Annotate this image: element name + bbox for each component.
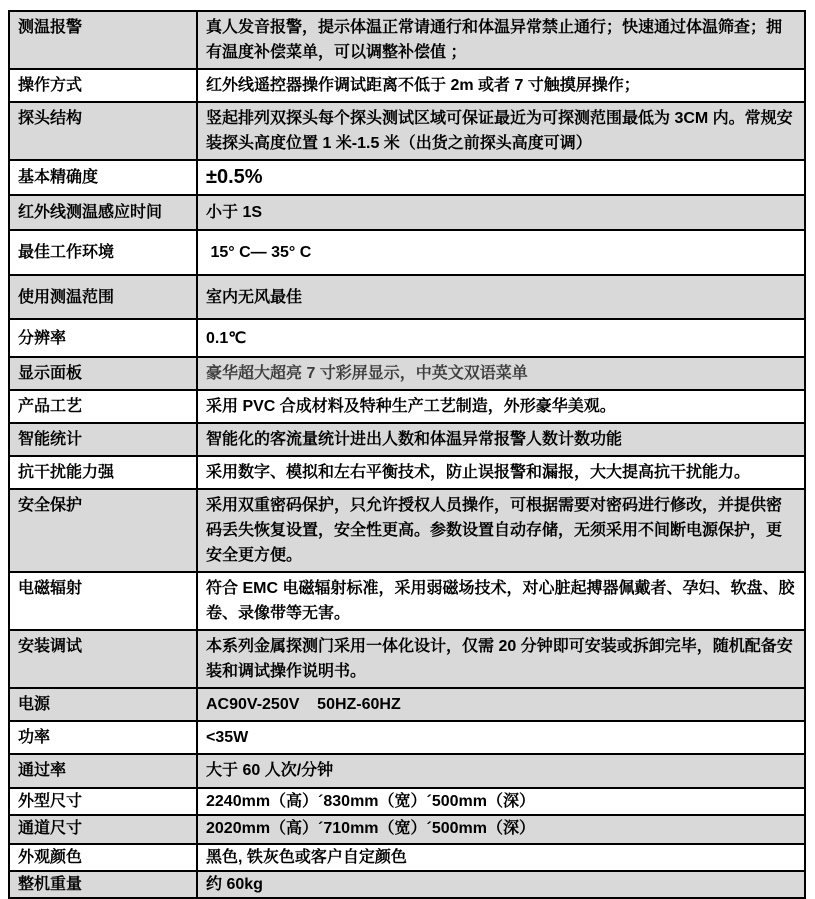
table-row bbox=[9, 788, 805, 815]
spec-label-cell: 外观颜色 bbox=[9, 844, 197, 871]
spec-value-cell: 0.1℃ bbox=[197, 319, 805, 357]
table-row bbox=[9, 630, 805, 688]
spec-label-cell: 安全保护 bbox=[9, 489, 197, 572]
spec-value-cell: 采用数字、模拟和左右平衡技术，防止误报警和漏报，大大提高抗干扰能力。 bbox=[197, 456, 805, 489]
spec-label-cell: 通过率 bbox=[9, 754, 197, 788]
table-row bbox=[9, 195, 805, 230]
spec-value-cell: 采用 PVC 合成材料及特种生产工艺制造，外形豪华美观。 bbox=[197, 390, 805, 423]
spec-label-cell: 基本精确度 bbox=[9, 160, 197, 195]
table-row bbox=[9, 844, 805, 871]
spec-value-cell: 约 60kg bbox=[197, 871, 805, 898]
spec-value-cell: 真人发音报警，提示体温正常请通行和体温异常禁止通行；快速通过体温筛查；拥有温度补偿菜单，可以调整补偿值 ； bbox=[197, 11, 805, 69]
spec-label-cell: 使用测温范围 bbox=[9, 275, 197, 319]
spec-table-body bbox=[9, 11, 805, 898]
spec-value-cell: AC90V-250V 50HZ-60HZ bbox=[197, 688, 805, 721]
spec-label-cell: 最佳工作环境 bbox=[9, 230, 197, 275]
spec-label-cell: 测温报警 bbox=[9, 11, 197, 69]
spec-value-cell: 智能化的客流量统计进出人数和体温异常报警人数计数功能 bbox=[197, 423, 805, 456]
spec-label-cell: 智能统计 bbox=[9, 423, 197, 456]
spec-value-cell: 大于 60 人次/分钟 bbox=[197, 754, 805, 788]
spec-value-cell: 室内无风最佳 bbox=[197, 275, 805, 319]
table-row bbox=[9, 275, 805, 319]
table-row bbox=[9, 572, 805, 630]
spec-value-cell: 红外线遥控器操作调试距离不低于 2m 或者 7 寸触摸屏操作； bbox=[197, 69, 805, 102]
table-row bbox=[9, 69, 805, 102]
spec-value-cell: ±0.5% bbox=[197, 160, 805, 195]
table-row bbox=[9, 423, 805, 456]
table-row bbox=[9, 489, 805, 572]
table-row bbox=[9, 456, 805, 489]
spec-label-cell: 整机重量 bbox=[9, 871, 197, 898]
spec-value-cell: 本系列金属探测门采用一体化设计，仅需 20 分钟即可安装或拆卸完毕，随机配备安装和调试操作说明书。 bbox=[197, 630, 805, 688]
spec-label-cell: 外型尺寸 bbox=[9, 788, 197, 815]
spec-value-cell: 豪华超大超亮 7 寸彩屏显示，中英文双语菜单 bbox=[197, 357, 805, 390]
spec-value-cell: 黑色, 铁灰色或客户自定颜色 bbox=[197, 844, 805, 871]
table-row bbox=[9, 102, 805, 160]
spec-value-cell: 15° C— 35° C bbox=[197, 230, 805, 275]
table-row bbox=[9, 319, 805, 357]
table-row bbox=[9, 11, 805, 69]
spec-label-cell: 分辨率 bbox=[9, 319, 197, 357]
spec-value-cell: 采用双重密码保护，只允许授权人员操作，可根据需要对密码进行修改，并提供密码丢失恢复设置，安全性更高。参数设置自动存储，无须采用不间断电源保护，更安全更方便。 bbox=[197, 489, 805, 572]
spec-label-cell: 电磁辐射 bbox=[9, 572, 197, 630]
table-row bbox=[9, 230, 805, 275]
spec-label-cell: 产品工艺 bbox=[9, 390, 197, 423]
table-row bbox=[9, 721, 805, 754]
table-row bbox=[9, 160, 805, 195]
table-row bbox=[9, 871, 805, 898]
spec-label-cell: 功率 bbox=[9, 721, 197, 754]
spec-label-cell: 安装调试 bbox=[9, 630, 197, 688]
spec-label-cell: 探头结构 bbox=[9, 102, 197, 160]
spec-value-cell: 小于 1S bbox=[197, 195, 805, 230]
table-row bbox=[9, 390, 805, 423]
table-row bbox=[9, 357, 805, 390]
spec-value-cell: 2020mm（高）´710mm（宽）´500mm（深） bbox=[197, 815, 805, 844]
table-row bbox=[9, 754, 805, 788]
spec-label-cell: 电源 bbox=[9, 688, 197, 721]
spec-label-cell: 抗干扰能力强 bbox=[9, 456, 197, 489]
spec-value-cell: <35W bbox=[197, 721, 805, 754]
table-row bbox=[9, 688, 805, 721]
spec-label-cell: 红外线测温感应时间 bbox=[9, 195, 197, 230]
spec-table bbox=[8, 10, 806, 899]
spec-label-cell: 操作方式 bbox=[9, 69, 197, 102]
spec-value-cell: 2240mm（高）´830mm（宽）´500mm（深） bbox=[197, 788, 805, 815]
spec-value-cell: 符合 EMC 电磁辐射标准，采用弱磁场技术，对心脏起搏器佩戴者、孕妇、软盘、胶卷、录像带等无害。 bbox=[197, 572, 805, 630]
spec-label-cell: 通道尺寸 bbox=[9, 815, 197, 844]
spec-label-cell: 显示面板 bbox=[9, 357, 197, 390]
table-row bbox=[9, 815, 805, 844]
spec-value-cell: 竖起排列双探头每个探头测试区域可保证最近为可探测范围最低为 3CM 内。常规安装探头高度位置 1 米-1.5 米（出货之前探头高度可调） bbox=[197, 102, 805, 160]
